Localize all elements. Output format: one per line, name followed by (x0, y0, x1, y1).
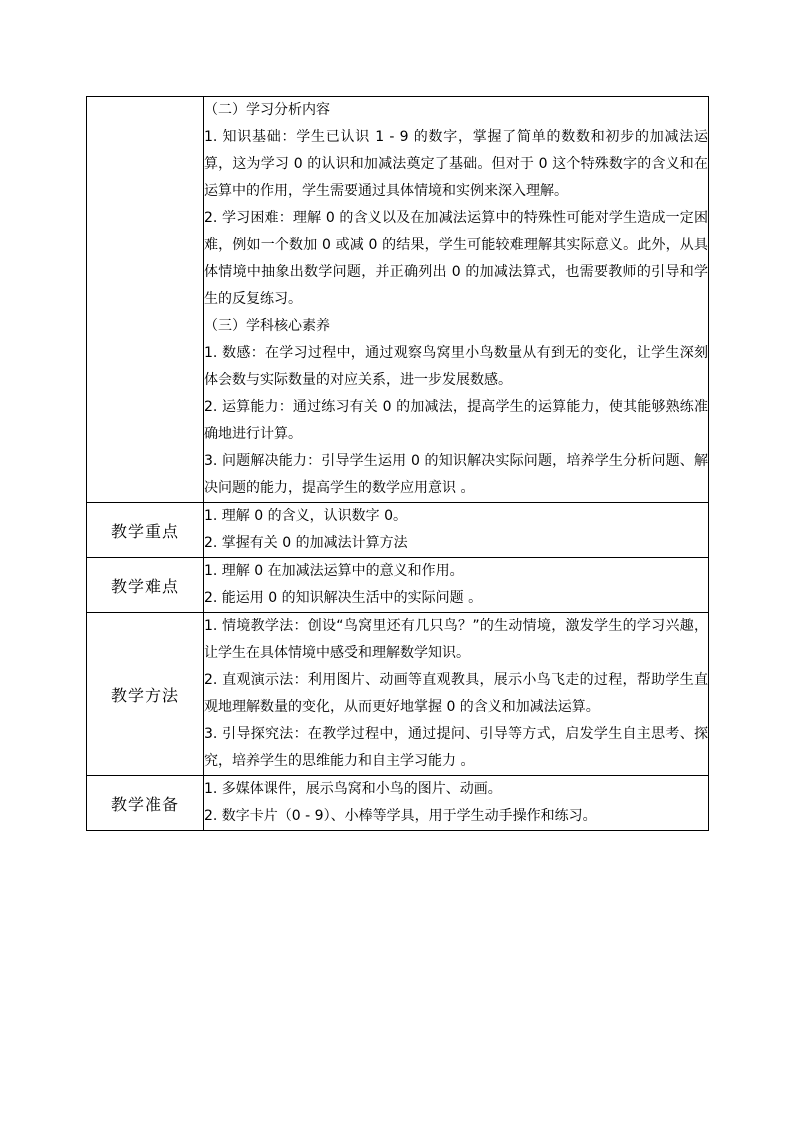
paragraph: 1. 多媒体课件，展示鸟窝和小鸟的图片、动画。 (204, 781, 502, 797)
paragraph: 1. 理解 0 的含义，认识数字 0。 (204, 508, 407, 524)
paragraph: 3. 问题解决能力：引导学生运用 0 的知识解决实际问题，培养学生分析问题、解决问题的能力，提高学生的数学应用意识 。 (204, 453, 708, 496)
row-label-difficulties: 教学难点 (87, 558, 204, 613)
paragraph: 1. 情境教学法：创设“鸟窝里还有几只鸟？”的生动情境，激发学生的学习兴趣，让学生在具体情境中感受和理解数学知识。 (204, 618, 708, 661)
row-label-key-points: 教学重点 (87, 503, 204, 558)
paragraph: 1. 知识基础：学生已认识 1 - 9 的数字，掌握了简单的数数和初步的加减法运算，这为学习 0 的认识和加减法奠定了基础。但对于 0 这个特殊数字的含义和在运算中的作用，学生需要通过具体情境和实例来深入理解。 (204, 129, 708, 199)
paragraph: 2. 能运用 0 的知识解决生活中的实际问题 。 (204, 590, 483, 606)
section-heading: （三）学科核心素养 (204, 318, 330, 334)
paragraph: 2. 学习困难：理解 0 的含义以及在加减法运算中的特殊性可能对学生造成一定困难，例如一个数加 0 或减 0 的结果，学生可能较难理解其实际意义。此外，从具体情境中抽象出数学问题，并正确列出 0 的加减法算式，也需要教师的引导和学生的反复练习。 (204, 210, 708, 307)
row-content (204, 613, 709, 776)
paragraph: 1. 理解 0 在加减法运算中的意义和作用。 (204, 563, 464, 579)
row-content (204, 503, 709, 558)
section-heading: （二）学习分析内容 (204, 102, 330, 118)
paragraph: 2. 直观演示法：利用图片、动画等直观教具，展示小鸟飞走的过程，帮助学生直观地理解数量的变化，从而更好地掌握 0 的含义和加减法运算。 (204, 672, 708, 715)
paragraph: 2. 运算能力：通过练习有关 0 的加减法，提高学生的运算能力，使其能够熟练准确地进行计算。 (204, 399, 708, 442)
row-content (204, 776, 709, 831)
table-row (87, 97, 709, 503)
row-content (204, 97, 709, 503)
row-content (204, 558, 709, 613)
paragraph: 2. 数字卡片（0 - 9）、小棒等学具，用于学生动手操作和练习。 (204, 808, 597, 824)
row-label-preparation: 教学准备 (87, 776, 204, 831)
paragraph: 3. 引导探究法：在教学过程中，通过提问、引导等方式，启发学生自主思考、探究，培养学生的思维能力和自主学习能力 。 (204, 726, 708, 769)
paragraph: 1. 数感：在学习过程中，通过观察鸟窝里小鸟数量从有到无的变化，让学生深刻体会数与实际数量的对应关系，进一步发展数感。 (204, 345, 708, 388)
paragraph: 2. 掌握有关 0 的加减法计算方法 (204, 535, 408, 551)
lesson-plan-table (86, 96, 709, 831)
row-label-methods: 教学方法 (87, 613, 204, 776)
row-label (87, 97, 204, 503)
table-row (87, 503, 709, 558)
table-row (87, 613, 709, 776)
table-row (87, 776, 709, 831)
table-row (87, 558, 709, 613)
